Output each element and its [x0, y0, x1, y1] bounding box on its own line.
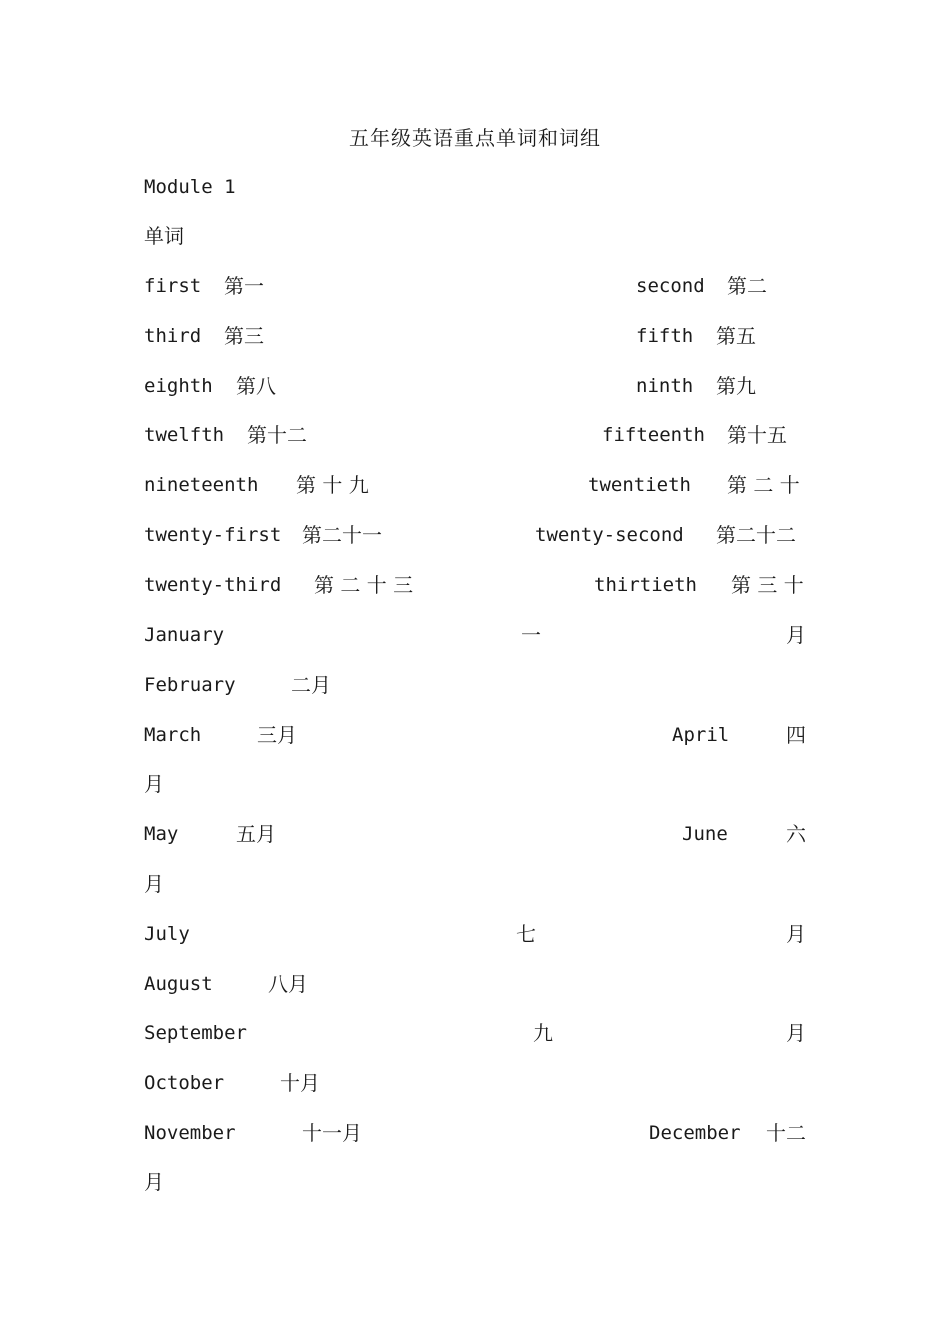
- word-row: [144, 570, 806, 600]
- month-en: July: [144, 923, 190, 945]
- word-en: twenty-second: [535, 524, 684, 546]
- month-row: [144, 819, 806, 849]
- word-row: [144, 420, 806, 450]
- month-row: [144, 620, 806, 650]
- month-row-continued: [144, 869, 806, 899]
- month-en: January: [144, 624, 225, 646]
- word-en: fifteenth: [602, 424, 705, 446]
- month-en: April: [672, 724, 730, 746]
- month-row-continued: [144, 769, 806, 799]
- word-zh: 第一: [224, 274, 264, 298]
- month-en: September: [144, 1022, 247, 1044]
- month-row: [144, 1068, 806, 1098]
- month-zh: 九: [533, 1021, 553, 1045]
- word-zh: 第九: [716, 374, 756, 398]
- module-label: Module 1: [144, 176, 236, 198]
- word-zh: 第五: [716, 324, 756, 348]
- word-en: eighth: [144, 375, 213, 397]
- month-row: [144, 720, 806, 750]
- word-zh: 第八: [236, 374, 276, 398]
- word-row: [144, 321, 806, 351]
- month-zh-suffix: 月: [786, 922, 806, 946]
- month-zh-suffix: 月: [144, 772, 164, 796]
- month-en: June: [682, 823, 728, 845]
- word-zh: 第 二 十 三: [314, 573, 414, 597]
- month-row: [144, 919, 806, 949]
- month-zh: 十二: [766, 1121, 806, 1145]
- month-row: [144, 969, 806, 999]
- word-zh: 第十二: [247, 423, 307, 447]
- month-zh: 四: [786, 723, 806, 747]
- month-row: [144, 1018, 806, 1048]
- word-zh: 第三: [224, 324, 264, 348]
- month-en: October: [144, 1072, 225, 1094]
- month-zh: 三月: [257, 723, 297, 747]
- month-row-continued: [144, 1167, 806, 1197]
- month-zh: 八月: [268, 972, 308, 996]
- month-en: August: [144, 973, 213, 995]
- month-zh-suffix: 月: [144, 1170, 164, 1194]
- month-en: March: [144, 724, 202, 746]
- word-en: twenty-third: [144, 574, 282, 596]
- word-row: [144, 520, 806, 550]
- module-heading: [144, 172, 806, 202]
- page-title: 五年级英语重点单词和词组: [349, 126, 601, 150]
- word-row: [144, 470, 806, 500]
- word-en: twenty-first: [144, 524, 282, 546]
- month-zh-suffix: 月: [144, 872, 164, 896]
- word-en: twentieth: [588, 474, 691, 496]
- word-en: thirtieth: [594, 574, 697, 596]
- word-zh: 第二十一: [302, 523, 382, 547]
- month-row: [144, 670, 806, 700]
- word-zh: 第二十二: [716, 523, 796, 547]
- month-row: [144, 1118, 806, 1148]
- month-zh: 一: [521, 623, 541, 647]
- word-zh: 第 二 十: [727, 473, 800, 497]
- word-row: [144, 371, 806, 401]
- month-zh: 五月: [236, 822, 276, 846]
- word-en: second: [636, 275, 705, 297]
- month-en: December: [649, 1122, 741, 1144]
- word-en: third: [144, 325, 202, 347]
- word-en: fifth: [636, 325, 694, 347]
- word-en: first: [144, 275, 202, 297]
- month-zh: 二月: [291, 673, 331, 697]
- section-heading: [144, 221, 806, 251]
- month-zh: 十月: [280, 1071, 320, 1095]
- month-zh-suffix: 月: [786, 623, 806, 647]
- word-zh: 第十五: [727, 423, 787, 447]
- month-zh-suffix: 月: [786, 1021, 806, 1045]
- month-en: May: [144, 823, 179, 845]
- month-zh: 七: [516, 922, 536, 946]
- word-zh: 第 三 十: [731, 573, 804, 597]
- month-zh: 六: [786, 822, 806, 846]
- word-row: [144, 271, 806, 301]
- word-zh: 第二: [727, 274, 767, 298]
- word-en: twelfth: [144, 424, 225, 446]
- month-zh: 十一月: [302, 1121, 362, 1145]
- word-en: ninth: [636, 375, 694, 397]
- section-label: 单词: [144, 224, 184, 248]
- month-en: February: [144, 674, 236, 696]
- word-zh: 第 十 九: [296, 473, 369, 497]
- month-en: November: [144, 1122, 236, 1144]
- word-en: nineteenth: [144, 474, 259, 496]
